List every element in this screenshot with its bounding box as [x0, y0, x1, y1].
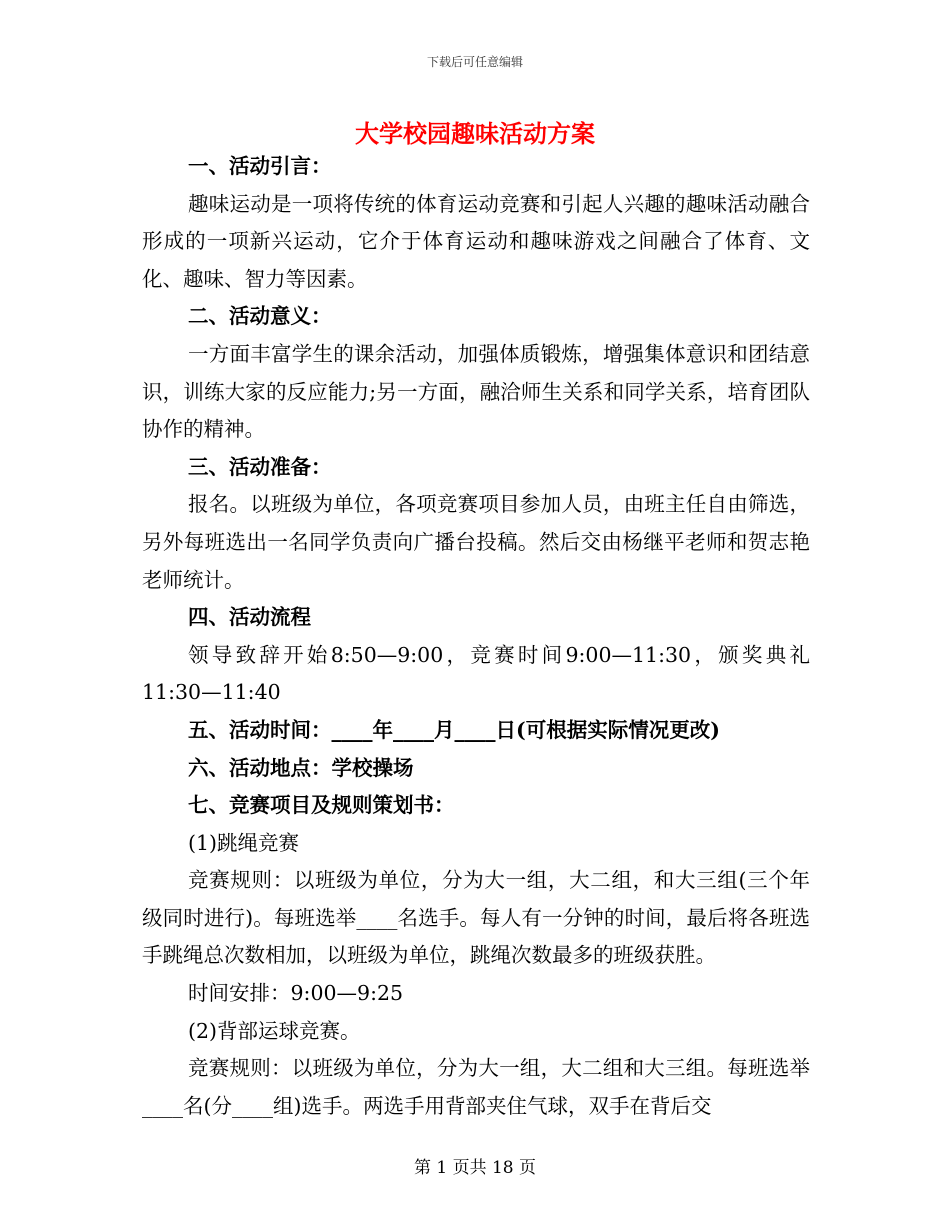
section-heading: 三、活动准备：	[188, 454, 332, 479]
paragraph: 一方面丰富学生的课余活动，加强体质锻炼，增强集体意识和团结意识，训练大家的反应能力;另一方面，融洽师生关系和同学关系，培育团队协作的精神。	[142, 341, 810, 442]
page-header: 下载后可任意编辑	[426, 55, 523, 69]
section-heading: 七、竞赛项目及规则策划书：	[188, 793, 455, 818]
paragraph: 竞赛规则：以班级为单位，分为大一组，大二组，和大三组(三个年级同时进行)。每班选举____名选手。每人有一分钟的时间，最后将各班选手跳绳总次数相加，以班级为单位，跳绳次数最多的班级获胜。	[142, 868, 810, 968]
section-heading: 四、活动流程	[188, 605, 311, 630]
section-heading: 五、活动时间：____年____月____日(可根据实际情况更改)	[188, 717, 720, 742]
paragraph: 报名。以班级为单位，各项竞赛项目参加人员，由班主任自由筛选，另外每班选出一名同学负责向广播台投稿。然后交由杨继平老师和贺志艳老师统计。	[142, 492, 810, 592]
document-title: 大学校园趣味活动方案	[355, 119, 595, 148]
section-heading: 六、活动地点：学校操场	[188, 755, 414, 780]
document-body	[142, 148, 810, 1125]
section-heading: 二、活动意义：	[188, 304, 332, 329]
subsection-label: (2)背部运球竞赛。	[188, 1018, 361, 1043]
paragraph: 竞赛规则：以班级为单位，分为大一组，大二组和大三组。每班选举____名(分____组)选手。两选手用背部夹住气球，双手在背后交	[142, 1056, 810, 1118]
subsection-label: (1)跳绳竞赛	[188, 830, 300, 855]
paragraph: 趣味运动是一项将传统的体育运动竞赛和引起人兴趣的趣味活动融合形成的一项新兴运动，它介于体育运动和趣味游戏之间融合了体育、文化、趣味、智力等因素。	[142, 191, 810, 291]
paragraph: 领导致辞开始8:50—9:00，竞赛时间9:00—11:30，颁奖典礼11:30—11:40	[142, 642, 810, 705]
schedule-line: 时间安排：9:00—9:25	[188, 981, 404, 1006]
section-heading: 一、活动引言：	[188, 154, 332, 178]
page-footer: 第 1 页共 18 页	[413, 1158, 537, 1178]
